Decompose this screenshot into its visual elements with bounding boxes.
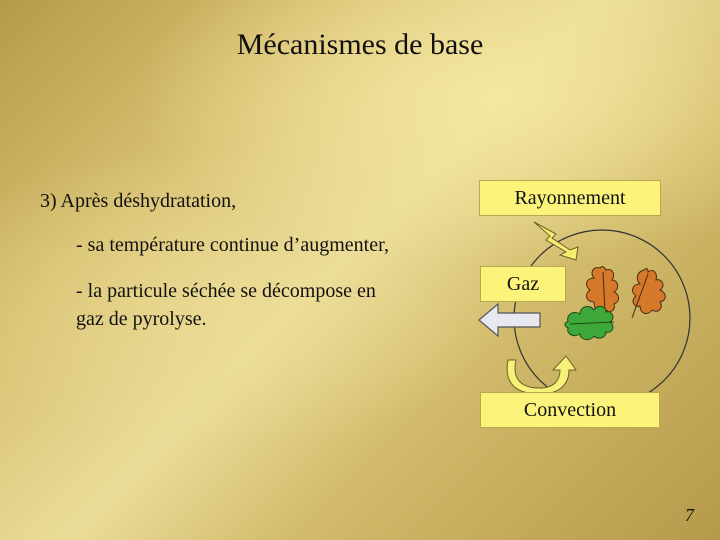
bullet-temperature: - sa température continue d’augmenter, (76, 234, 389, 256)
bullet-decomposition-line-1: - la particule séchée se décompose en (76, 280, 376, 302)
convection-label-box: Convection (480, 392, 660, 428)
gas-arrow-icon (479, 304, 540, 336)
point-heading: 3) Après déshydratation, (40, 190, 237, 212)
radiation-label-box: Rayonnement (479, 180, 661, 216)
convection-arrow-icon (507, 356, 576, 394)
bullet-decomposition-line-2: gaz de pyrolyse. (76, 308, 207, 330)
gas-label-box: Gaz (480, 266, 566, 302)
green-leaf-icon (565, 306, 614, 339)
slide-title: Mécanismes de base (236, 28, 484, 61)
page-number: 7 (685, 505, 694, 525)
